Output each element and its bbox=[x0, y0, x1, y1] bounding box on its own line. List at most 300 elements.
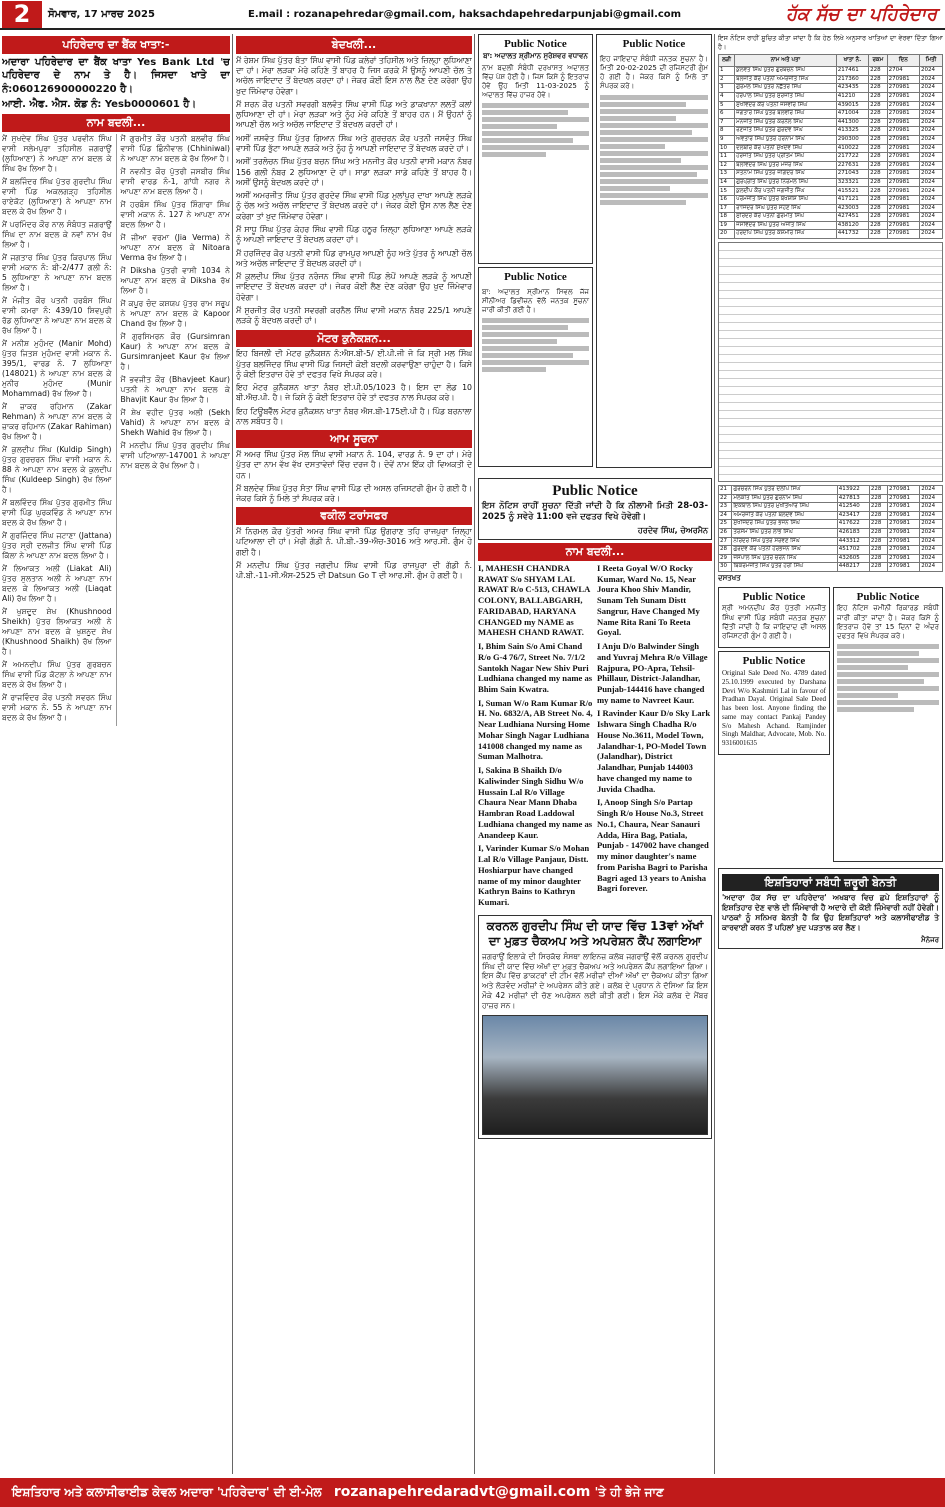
table-cell: 228 bbox=[869, 486, 887, 495]
table-cell: 323321 bbox=[836, 178, 868, 187]
aam-heading: ਆਮ ਸੂਚਨਾ bbox=[236, 430, 472, 448]
list-item: I Reeta Goyal W/O Rocky Kumar, Ward No. 15, Near Joura Khoo Shiv Mandir, Sunam Teh Sunam Distt Sangrur, Have Changed My Name Rita Rani To Reeta Goyal. bbox=[597, 562, 700, 638]
list-item: ਮੈਂ ਗੁਰਮੀਤ ਕੌਰ ਪਤਨੀ ਬਲਵੀਰ ਸਿੰਘ ਵਾਸੀ ਪਿੰਡ ਛਿੰਨੀਵਾਲ (Chhiniwal) ਨੇ ਆਪਣਾ ਨਾਮ ਬਦਲ ਕੇ ਰੱਖ ਲਿਆ ਹੈ। bbox=[120, 133, 230, 163]
list-item: ਮੈਂ ਸ਼ਰਨ ਕੌਰ ਪਤਨੀ ਸਵਰਗੀ ਬਲਵੰਤ ਸਿੰਘ ਵਾਸੀ ਪਿੰਡ ਅਤੇ ਡਾਕਖਾਨਾ ਲਲਤੋਂ ਕਲਾਂ ਲੁਧਿਆਣਾ ਦੀ ਹਾਂ। ਮੇਰਾ ਲੜਕਾ ਅਤੇ ਨੂੰਹ ਮੇਰੇ ਕਹਿਣੇ ਤੋਂ ਬਾਹਰ ਹਨ। ਮੈਂ ਉਹਨਾਂ ਨੂੰ ਆਪਣੀ ਚੱਲ ਅਤੇ ਅਚੱਲ ਜਾਇਦਾਦ ਤੋਂ ਬੇਦਖਲ ਕਰਦੀ ਹਾਂ। bbox=[236, 99, 472, 130]
table-cell: 448217 bbox=[837, 563, 869, 572]
table-cell: 26 bbox=[719, 529, 732, 538]
table-cell: 217360 bbox=[836, 75, 868, 84]
english-name-change-left bbox=[478, 563, 593, 911]
table-row bbox=[719, 546, 943, 555]
table-cell: 228 bbox=[869, 144, 888, 153]
table-header-cell: ਖਾਤਾ ਨੰ. bbox=[836, 55, 868, 67]
public-notice-right bbox=[833, 587, 943, 862]
table-cell: 471004 bbox=[836, 110, 868, 119]
table-cell: ਜਸਵਿੰਦਰ ਸਿੰਘ ਪੁੱਤਰ ਅਜੀਤ ਸਿੰਘ bbox=[735, 221, 837, 230]
table-cell: 2024 bbox=[920, 221, 943, 230]
table-cell: 270981 bbox=[887, 221, 919, 230]
badli-heading: ਬੇਦਖਲੀ... bbox=[236, 36, 472, 54]
table-cell: 270981 bbox=[887, 84, 919, 93]
table-cell: 228 bbox=[869, 529, 887, 538]
list-item: I, Varinder Kumar S/o Mohan Lal R/o Village Panjaur, Distt. Hoshiarpur have changed name of my minor daughter Kathryn Bains to Kathryn Kumari. bbox=[478, 843, 590, 907]
page-footer bbox=[0, 1478, 945, 1507]
table-cell: 228 bbox=[869, 221, 888, 230]
table-cell: 228 bbox=[869, 563, 887, 572]
footer-email[interactable]: rozanapehredaradvt@gmail.com bbox=[333, 1484, 591, 1500]
notice-text: ਇਸ ਨੋਟਿਸ ਰਾਹੀਂ ਸੂਚਨਾ ਦਿੱਤੀ ਜਾਂਦੀ ਹੈ ਕਿ ਨੀਲਾਮੀ ਮਿਤੀ 28-03-2025 ਨੂੰ ਸਵੇਰੇ 11:00 ਵਜੇ ਦਫਤਰ ਵਿਖੇ ਹੋਵੇਗੀ। bbox=[482, 500, 708, 522]
table-cell: 217722 bbox=[836, 153, 868, 162]
table-cell: 228 bbox=[869, 196, 888, 205]
table-cell: ਜਸਪਾਲ ਸਿੰਘ ਪੁੱਤਰ ਚਰਨ ਸਿੰਘ bbox=[732, 554, 837, 563]
table-cell: 228 bbox=[869, 230, 888, 239]
page-number: 2 bbox=[2, 1, 42, 28]
table-cell: ਗੁਰਮੇਲ ਸਿੰਘ ਪੁੱਤਰ ਨਛੱਤਰ ਸਿੰਘ bbox=[735, 84, 837, 93]
list-item: ਮੈਂ ਰਾਜਵਿੰਦਰ ਕੌਰ ਪਤਨੀ ਸਵਰਨ ਸਿੰਘ ਵਾਸੀ ਮਕਾਨ ਨੰ. 55 ਨੇ ਆਪਣਾ ਨਾਮ ਬਦਲ ਕੇ ਰੱਖ ਲਿਆ ਹੈ। bbox=[2, 693, 112, 723]
notice-text: ਬਾ: ਅਦਾਲਤ ਸ੍ਰੀਮਾਨ ਸਿਵਲ ਜੱਜ ਸੀਨੀਅਰ ਡਿਵੀਜ਼ਨ ਵੱਲੋਂ ਜਨਤਕ ਸੂਚਨਾ ਜਾਰੀ ਕੀਤੀ ਗਈ ਹੈ। bbox=[482, 287, 589, 315]
vakil-heading: ਵਕੀਲ ਟਰਾਂਸਫਰ bbox=[236, 507, 472, 525]
page-header bbox=[0, 0, 945, 30]
table-cell: 415521 bbox=[836, 187, 868, 196]
disclaimer-text: 'ਅਦਾਰਾ ਹੱਕ ਸੱਚ ਦਾ ਪਹਿਰੇਦਾਰ' ਅਖਬਾਰ ਵਿਚ ਛਪੇ ਇਸ਼ਤਿਹਾਰਾਂ ਨੂੰ ਇਸ਼ਤਿਹਾਰ ਦੇਣ ਵਾਲੇ ਦੀ ਜਿੰਮੇਵਾਰੀ ਹੈ ਅਦਾਰੇ ਦੀ ਕੋਈ ਜਿੰਮੇਵਾਰੀ ਨਹੀਂ ਹੋਵੇਗੀ। ਪਾਠਕਾਂ ਨੂੰ ਸਨਿਮਰ ਬੇਨਤੀ ਹੈ ਕਿ ਉਹ ਇਸ਼ਤਿਹਾਰਾਂ ਅਤੇ ਕਲਾਸੀਫਾਈਡ ਤੇ ਕਾਰਵਾਈ ਕਰਨ ਤੋਂ ਪਹਿਲਾਂ ਖੁਦ ਪੜਤਾਲ ਕਰ ਲੈਣ। bbox=[722, 893, 939, 933]
list-item: ਅਸੀਂ ਜਸਵੰਤ ਸਿੰਘ ਪੁੱਤਰ ਗਿਆਨ ਸਿੰਘ ਅਤੇ ਗੁਰਚਰਨ ਕੌਰ ਪਤਨੀ ਜਸਵੰਤ ਸਿੰਘ ਵਾਸੀ ਪਿੰਡ ਭੁੱਟਾ ਆਪਣੇ ਲੜਕੇ ਅਤੇ ਨੂੰਹ ਨੂੰ ਆਪਣੀ ਜਾਇਦਾਦ ਤੋਂ ਬੇਦਖਲ ਕਰਦੇ ਹਾਂ। bbox=[236, 133, 472, 153]
table-cell: ਸਤਨਾਮ ਸਿੰਘ ਪੁੱਤਰ ਜੋਗਿੰਦਰ ਸਿੰਘ bbox=[735, 170, 837, 179]
table-cell: 228 bbox=[869, 67, 888, 76]
table-row bbox=[719, 196, 943, 205]
table-cell: 270981 bbox=[887, 118, 919, 127]
column-name-change bbox=[2, 34, 230, 1474]
table-cell: 270981 bbox=[887, 92, 919, 101]
table-cell: 228 bbox=[869, 75, 888, 84]
table-row bbox=[719, 101, 943, 110]
table-cell: 438120 bbox=[836, 221, 868, 230]
notice-text: ਇਹ ਨੋਟਿਸ ਜ਼ਮੀਨੀ ਰਿਕਾਰਡ ਸਬੰਧੀ ਜਾਰੀ ਕੀਤਾ ਜਾਂਦਾ ਹੈ। ਜੇਕਰ ਕਿਸੇ ਨੂੰ ਇਤਰਾਜ਼ ਹੋਵੇ ਤਾਂ 15 ਦਿਨਾਂ ਦੇ ਅੰਦਰ ਦਫਤਰ ਵਿਖੇ ਸੰਪਰਕ ਕਰੇ। bbox=[837, 604, 939, 641]
list-item: ਮੈਂ ਨਵਨੀਤ ਕੌਰ ਪੁੱਤਰੀ ਜਸਬੀਰ ਸਿੰਘ ਵਾਸੀ ਵਾਰਡ ਨੰ-1, ਗਾਂਧੀ ਨਗਰ ਨੇ ਆਪਣਾ ਨਾਮ ਬਦਲ ਲਿਆ ਹੈ। bbox=[120, 166, 230, 196]
table-cell: 2024 bbox=[920, 170, 943, 179]
table-cell: 228 bbox=[869, 494, 887, 503]
table-cell: 412540 bbox=[837, 503, 869, 512]
table-row bbox=[719, 494, 943, 503]
table-cell: 2704 bbox=[887, 67, 919, 76]
table-row bbox=[719, 67, 943, 76]
list-item: ਮੈਂ ਹਰਬੰਸ ਸਿੰਘ ਪੁੱਤਰ ਸ਼ਿੰਗਾਰਾ ਸਿੰਘ ਵਾਸੀ ਮਕਾਨ ਨੰ. 127 ਨੇ ਆਪਣਾ ਨਾਮ ਬਦਲ ਲਿਆ ਹੈ। bbox=[120, 199, 230, 229]
table-cell: 270981 bbox=[888, 503, 920, 512]
table-row bbox=[719, 511, 943, 520]
table-continuation bbox=[718, 242, 943, 482]
notice-text: ਨਾਮ ਬਦਲੀ ਸੰਬੰਧੀ ਦਰਖਾਸਤ ਅਦਾਲਤ ਵਿੱਚ ਪੇਸ਼ ਹੋਈ ਹੈ। ਜਿਸ ਕਿਸੇ ਨੂੰ ਇਤਰਾਜ਼ ਹੋਵੇ ਉਹ ਮਿਤੀ 11-03-2025 ਨੂੰ ਅਦਾਲਤ ਵਿੱਚ ਹਾਜ਼ਰ ਹੋਵੇ। bbox=[482, 63, 589, 100]
table-row bbox=[719, 178, 943, 187]
table-cell: 2024 bbox=[920, 494, 943, 503]
public-notice-1 bbox=[478, 34, 593, 264]
bank-text: ਅਦਾਰਾ ਪਹਿਰੇਦਾਰ ਦਾ ਬੈਂਕ ਖਾਤਾ Yes Bank Ltd 'ਚ ਪਹਿਰੇਦਾਰ ਦੇ ਨਾਮ ਤੇ ਹੈ। ਜਿਸਦਾ ਖਾਤੇ ਦਾ ਨੰ:060126900000220 ਹੈ। bbox=[2, 56, 230, 95]
list-item: ਮੈਂ ਨਿਰਮਲ ਕੌਰ ਪੁੱਤਰੀ ਅਮਰ ਸਿੰਘ ਵਾਸੀ ਪਿੰਡ ਉਗਰਾਣ ਤਹਿ ਰਾਜਪੁਰਾ ਜ਼ਿਲ੍ਹਾ ਪਟਿਆਲਾ ਦੀ ਹਾਂ। ਮੇਰੀ ਗੱਡੀ ਨੰ. ਪੀ.ਬੀ.-39-ਐਚ-3016 ਅਤੇ ਆਰ.ਸੀ. ਗੁੰਮ ਹੋ ਗਈ ਹੈ। bbox=[236, 527, 472, 557]
table-header-row bbox=[719, 55, 943, 67]
public-notice-3 bbox=[478, 267, 593, 467]
list-item: ਮੈਂ ਸੁਰਜੀਤ ਕੌਰ ਪਤਨੀ ਸਵਰਗੀ ਕਰਨੈਲ ਸਿੰਘ ਵਾਸੀ ਮਕਾਨ ਨੰਬਰ 225/1 ਆਪਣੇ ਲੜਕੇ ਨੂੰ ਬੇਦਖਲ ਕਰਦੀ ਹਾਂ। bbox=[236, 305, 472, 326]
table-header-cell: ਰਕਮ bbox=[869, 55, 888, 67]
name-change-heading: ਨਾਮ ਬਦਲੀ... bbox=[2, 114, 230, 132]
table-header-cell: ਦਿਨ bbox=[887, 55, 919, 67]
table-cell: 2024 bbox=[920, 178, 943, 187]
table-cell: 270981 bbox=[887, 135, 919, 144]
table-cell: 4 bbox=[719, 92, 735, 101]
table-cell: 16 bbox=[719, 196, 735, 205]
list-item: ਮੈਂ ਬਲਦੇਵ ਸਿੰਘ ਪੁੱਤਰ ਸੰਤਾ ਸਿੰਘ ਵਾਸੀ ਪਿੰਡ ਦੀ ਅਸਲ ਰਜਿਸਟਰੀ ਗੁੰਮ ਹੋ ਗਈ ਹੈ। ਜੇਕਰ ਕਿਸੇ ਨੂੰ ਮਿਲੇ ਤਾਂ ਸੰਪਰਕ ਕਰੇ। bbox=[236, 483, 472, 504]
table-cell: 270981 bbox=[887, 204, 919, 213]
notice-title: Public Notice bbox=[504, 38, 567, 50]
table-header-cell: ਲੜੀ bbox=[719, 55, 735, 67]
table-cell: 25 bbox=[719, 520, 732, 529]
list-item: ਮੈਂ ਪਰਮਿੰਦਰ ਕੌਰ ਨਾਲ ਸੰਬੰਧਤ ਜਗਰਾਉਂ ਸਿੰਘ ਦਾ ਨਾਮ ਬਦਲ ਕੇ ਨਵਾਂ ਨਾਮ ਰੱਖ ਲਿਆ ਹੈ। bbox=[2, 219, 112, 249]
table-cell: 271043 bbox=[836, 170, 868, 179]
table-cell: 3 bbox=[719, 84, 735, 93]
table-cell: ਗੁਰਚਰਨ ਸਿੰਘ ਪੁੱਤਰ ਦਲੀਪ ਸਿੰਘ bbox=[732, 486, 837, 495]
table-row bbox=[719, 520, 943, 529]
notice-title: Public Notice bbox=[742, 590, 806, 603]
table-cell: ਬਿਕਰਮਜੀਤ ਸਿੰਘ ਪੁੱਤਰ ਹਰੀ ਸਿੰਘ bbox=[732, 563, 837, 572]
table-cell: ਅਵਤਾਰ ਸਿੰਘ ਪੁੱਤਰ ਹਰਨਾਮ ਸਿੰਘ bbox=[735, 135, 837, 144]
list-item: ਮੈਂ ਮਨਦੀਪ ਸਿੰਘ ਪੁੱਤਰ ਗੁਰਦੀਪ ਸਿੰਘ ਵਾਸੀ ਪਟਿਆਲਾ-147001 ਨੇ ਆਪਣਾ ਨਾਮ ਬਦਲ ਕੇ ਰੱਖ ਲਿਆ ਹੈ। bbox=[120, 440, 230, 470]
table-cell: 2024 bbox=[920, 153, 943, 162]
table-cell: ਸੁਖਜਿੰਦਰ ਸਿੰਘ ਪੁੱਤਰ ਭਜਨ ਸਿੰਘ bbox=[732, 520, 837, 529]
table-cell: 270981 bbox=[887, 187, 919, 196]
table-cell: ਬਲਵਿੰਦਰ ਸਿੰਘ ਪੁੱਤਰ ਮੇਜਰ ਸਿੰਘ bbox=[735, 161, 837, 170]
table-cell: 2024 bbox=[920, 204, 943, 213]
list-item: ਮੈਂ ਹਰਜਿੰਦਰ ਕੌਰ ਪਤਨੀ ਵਾਸੀ ਪਿੰਡ ਰਾਮਪੁਰ ਆਪਣੀ ਨੂੰਹ ਅਤੇ ਪੁੱਤਰ ਨੂੰ ਆਪਣੀ ਚੱਲ ਅਤੇ ਅਚੱਲ ਜਾਇਦਾਦ ਤੋਂ ਬੇਦਖਲ ਕਰਦੀ ਹਾਂ। bbox=[236, 248, 472, 268]
event-body: ਜਗਰਾਉਂ ਇਲਾਕੇ ਦੀ ਸਿਰਕੱਢ ਸੰਸਥਾ ਲਾਇਨਜ਼ ਕਲੱਬ ਜਗਰਾਉਂ ਵੱਲੋਂ ਕਰਨਲ ਗੁਰਦੀਪ ਸਿੰਘ ਦੀ ਯਾਦ ਵਿੱਚ ਅੱਖਾਂ ਦਾ ਮੁਫ਼ਤ ਚੈਕਅਪ ਅਤੇ ਅਪਰੇਸ਼ਨ ਕੈਂਪ ਲਗਾਇਆ ਗਿਆ। ਇਸ ਕੈਂਪ ਵਿੱਚ ਡਾਕਟਰਾਂ ਦੀ ਟੀਮ ਵੱਲੋਂ ਮਰੀਜ਼ਾਂ ਦੀਆਂ ਅੱਖਾਂ ਦਾ ਚੈਕਅਪ ਕੀਤਾ ਗਿਆ ਅਤੇ ਲੋੜਵੰਦ ਮਰੀਜ਼ਾਂ ਦੇ ਅਪਰੇਸ਼ਨ ਕੀਤੇ ਗਏ। ਕਲੱਬ ਦੇ ਪ੍ਰਧਾਨ ਨੇ ਦੱਸਿਆ ਕਿ ਇਸ ਮੌਕੇ 42 ਮਰੀਜ਼ਾਂ ਦੀ ਚੋਣ ਅਪਰੇਸ਼ਨ ਲਈ ਕੀਤੀ ਗਈ। ਇਸ ਮੌਕੇ ਕਲੱਬ ਦੇ ਮੈਂਬਰ ਹਾਜ਼ਰ ਸਨ। bbox=[482, 951, 708, 1011]
table-cell: 2024 bbox=[920, 537, 943, 546]
table-row bbox=[719, 110, 943, 119]
table-cell: 2024 bbox=[920, 118, 943, 127]
table-cell: 27 bbox=[719, 537, 732, 546]
table-cell: 2024 bbox=[920, 135, 943, 144]
table-cell: 2024 bbox=[920, 187, 943, 196]
table-cell: 417622 bbox=[837, 520, 869, 529]
table-row bbox=[719, 503, 943, 512]
table-cell: 270981 bbox=[887, 75, 919, 84]
table-cell: 270981 bbox=[888, 520, 920, 529]
list-item: ਮੈਂ ਭਵਜੀਤ ਕੌਰ (Bhavjeet Kaur) ਪਤਨੀ ਨੇ ਆਪਣਾ ਨਾਮ ਬਦਲ ਕੇ Bhavjit Kaur ਰੱਖ ਲਿਆ ਹੈ। bbox=[120, 374, 230, 404]
table-cell: 24 bbox=[719, 511, 732, 520]
notice-text: Original Sale Deed No. 4789 dated 25.10.1999 executed by Darshana Devi W/o Kashmiri Lal in favour of Pradhan Dayal. Original Sale Deed has been lost. Anyone finding the same may contact Pankaj Pandey S/o Mahesh Achand. Ramjinder Singh Maldhar, Advocate, Mob. No. 9316001635 bbox=[722, 669, 826, 748]
table-cell: 228 bbox=[869, 178, 888, 187]
table-cell: 21 bbox=[719, 486, 732, 495]
table-cell: 270981 bbox=[887, 161, 919, 170]
ad-disclaimer bbox=[718, 868, 943, 949]
list-item: ਮੈਂ ਅਮਰ ਸਿੰਘ ਪੁੱਤਰ ਮੱਲ ਸਿੰਘ ਵਾਸੀ ਮਕਾਨ ਨੰ. 104, ਵਾਰਡ ਨੰ. 9 ਦਾ ਹਾਂ। ਮੇਰੇ ਪੁੱਤਰ ਦਾ ਨਾਮ ਵੱਖ ਵੱਖ ਦਸਤਾਵੇਜ਼ਾਂ ਵਿੱਚ ਦਰਜ ਹੈ। ਦੋਵੇਂ ਨਾਮ ਇੱਕ ਹੀ ਵਿਅਕਤੀ ਦੇ ਹਨ। bbox=[236, 449, 472, 480]
table-cell: 2024 bbox=[920, 196, 943, 205]
table-cell: 2024 bbox=[920, 110, 943, 119]
table-cell: ਦਲਬੀਰ ਕੌਰ ਪਤਨੀ ਸੁਖਦੇਵ ਸਿੰਘ bbox=[735, 144, 837, 153]
table-cell: 270981 bbox=[888, 486, 920, 495]
table-cell: 270981 bbox=[887, 153, 919, 162]
table-cell: 423417 bbox=[837, 511, 869, 520]
notice-title: Public Notice bbox=[856, 590, 920, 603]
issue-date: ਸੋਮਵਾਰ, 17 ਮਾਰਚ 2025 bbox=[48, 9, 155, 20]
table-cell: 11 bbox=[719, 153, 735, 162]
table-cell: 228 bbox=[869, 92, 888, 101]
table-cell: 228 bbox=[869, 187, 888, 196]
table-cell: 270981 bbox=[887, 127, 919, 136]
disclaimer-sign: ਮੈਨੇਜਰ bbox=[921, 936, 939, 945]
nb-heading: ਨਾਮ ਬਦਲੀ... bbox=[478, 543, 712, 561]
bank-heading: ਪਹਿਰੇਦਾਰ ਦਾ ਬੈਂਕ ਖਾਤਾ:- bbox=[2, 36, 230, 54]
table-cell: 270981 bbox=[888, 494, 920, 503]
public-notice-left-2 bbox=[718, 651, 830, 755]
table-cell: 228 bbox=[869, 204, 888, 213]
motor-list bbox=[236, 349, 472, 427]
list-item: ਅਸੀਂ ਤਰਲੋਚਨ ਸਿੰਘ ਪੁੱਤਰ ਬਚਨ ਸਿੰਘ ਅਤੇ ਮਨਜੀਤ ਕੌਰ ਪਤਨੀ ਵਾਸੀ ਮਕਾਨ ਨੰਬਰ 156 ਗਲੀ ਨੰਬਰ 2 ਲੁਧਿਆਣਾ ਦੇ ਹਾਂ। ਸਾਡਾ ਲੜਕਾ ਸਾਡੇ ਕਹਿਣੇ ਤੋਂ ਬਾਹਰ ਹੈ। ਅਸੀਂ ਉਸਨੂੰ ਬੇਦਖਲ ਕਰਦੇ ਹਾਂ। bbox=[236, 157, 472, 187]
table-cell: 228 bbox=[869, 135, 888, 144]
table-cell: 270981 bbox=[887, 213, 919, 222]
list-item: ਮੈਂ ਖੁਸ਼ਦੂਦ ਸ਼ੇਖ (Khushnood Sheikh) ਪੁੱਤਰ ਲਿਆਕਤ ਅਲੀ ਨੇ ਆਪਣਾ ਨਾਮ ਬਦਲ ਕੇ ਖੁਸ਼ਨੂਦ ਸ਼ੇਖ (Khushnood Shaikh) ਰੱਖ ਲਿਆ ਹੈ। bbox=[2, 607, 112, 657]
list-item: ਇਹ ਬਿਜਲੀ ਦੀ ਮੋਟਰ ਕੁਨੈਕਸ਼ਨ ਨੰ:ਐਸ.ਬੀ-5/ ਈ.ਪੀ.ਜੀ ਜੋ ਕਿ ਸ੍ਰੀ ਮਲ ਸਿੰਘ ਪੁੱਤਰ ਬਲਜਿੰਦਰ ਸਿੰਘ ਵਾਸੀ ਪਿੰਡ ਜਿਸਦੀ ਕੋਈ ਬਦਲੀ ਕਰਵਾਉਣਾ ਚਾਹੁੰਦਾ ਹੈ। ਕਿਸੇ ਨੂੰ ਕੋਈ ਇਤਰਾਜ਼ ਹੋਵੇ ਤਾਂ ਦਫਤਰ ਵਿਖੇ ਸੰਪਰਕ ਕਰੇ। bbox=[236, 349, 472, 379]
public-notice-left bbox=[718, 587, 830, 649]
table-cell: 432605 bbox=[837, 554, 869, 563]
column-public-notices bbox=[478, 34, 712, 1474]
table-cell: 270981 bbox=[888, 554, 920, 563]
list-item: ਅਸੀਂ ਅਮਰਜੀਤ ਸਿੰਘ ਪੁੱਤਰ ਗੁਰਦੇਵ ਸਿੰਘ ਵਾਸੀ ਪਿੰਡ ਮੁਲਾਂਪੁਰ ਦਾਖਾ ਆਪਣੇ ਲੜਕੇ ਨੂੰ ਚੱਲ ਅਤੇ ਅਚੱਲ ਜਾਇਦਾਦ ਤੋਂ ਬੇਦਖਲ ਕਰਦੇ ਹਾਂ। ਜੇਕਰ ਕੋਈ ਉਸ ਨਾਲ ਲੈਣ ਦੇਣ ਕਰੇਗਾ ਤਾਂ ਖੁਦ ਜਿੰਮੇਵਾਰ ਹੋਵੇਗਾ। bbox=[236, 191, 472, 221]
table-header-cell: ਮਿਤੀ bbox=[920, 55, 943, 67]
list-item: ਮੈਂ ਅਮਨਦੀਪ ਸਿੰਘ ਪੁੱਤਰ ਗੁਰਬਚਨ ਸਿੰਘ ਵਾਸੀ ਪਿੰਡ ਕੋਟਲਾ ਨੇ ਆਪਣਾ ਨਾਮ ਬਦਲ ਕੇ ਰੱਖ ਲਿਆ ਹੈ। bbox=[2, 660, 112, 690]
table-cell: 2024 bbox=[920, 127, 943, 136]
table-cell: 443312 bbox=[837, 537, 869, 546]
table-cell: ਗੁਰਦੇਵ ਕੌਰ ਪਤਨੀ ਹਰਭਜਨ ਸਿੰਘ bbox=[732, 546, 837, 555]
list-item: ਇਹ ਮੋਟਰ ਕੁਨੈਕਸ਼ਨ ਖਾਤਾ ਨੰਬਰ ਈ.ਪੀ.05/1023 ਹੈ। ਇਸ ਦਾ ਲੋਡ 10 ਬੀ.ਐਚ.ਪੀ. ਹੈ। ਜੇ ਕਿਸੇ ਨੂੰ ਕੋਈ ਇਤਰਾਜ਼ ਹੋਵੇ ਤਾਂ ਦਫਤਰ ਨਾਲ ਸੰਪਰਕ ਕਰੇ। bbox=[236, 383, 472, 403]
table-row bbox=[719, 75, 943, 84]
list-item: ਮੈਂ ਕੁਲਦੀਪ ਸਿੰਘ (Kuldip Singh) ਪੁੱਤਰ ਗੁਰਚਰਨ ਸਿੰਘ ਵਾਸੀ ਮਕਾਨ ਨੰ. 88 ਨੇ ਆਪਣਾ ਨਾਮ ਬਦਲ ਕੇ ਕੁਲਦੀਪ ਸਿੰਘ (Kuldeep Singh) ਰੱਖ ਲਿਆ ਹੈ। bbox=[2, 444, 112, 495]
event-photo bbox=[482, 1015, 708, 1135]
aam-list bbox=[236, 450, 472, 504]
table-cell: 228 bbox=[869, 511, 887, 520]
table-cell: 228 bbox=[869, 170, 888, 179]
table-cell: 270981 bbox=[887, 230, 919, 239]
table-row bbox=[719, 187, 943, 196]
ifsc-text: ਆਈ. ਐਫ. ਐਸ. ਕੋਡ ਨੰ: Yesb0000601 ਹੈ। bbox=[2, 99, 197, 111]
english-name-change-right bbox=[597, 563, 712, 911]
table-cell: ਹਰਪਾਲ ਸਿੰਘ ਪੁੱਤਰ ਸੁਰਜੀਤ ਸਿੰਘ bbox=[735, 92, 837, 101]
table-cell: 2024 bbox=[920, 92, 943, 101]
table-row bbox=[719, 92, 943, 101]
table-cell: 270981 bbox=[888, 511, 920, 520]
table-row bbox=[719, 118, 943, 127]
badli-list bbox=[236, 56, 472, 327]
table-cell: ਬਲਜੀਤ ਕੌਰ ਪਤਨੀ ਅਮਰਜੀਤ ਸਿੰਘ bbox=[735, 75, 837, 84]
table-row bbox=[719, 204, 943, 213]
list-item: ਮੈਂ ਸ਼ੇਖ ਵਹੀਦ ਪੁੱਤਰ ਅਲੀ (Sekh Vahid) ਨੇ ਆਪਣਾ ਨਾਮ ਬਦਲ ਕੇ Shekh Wahid ਰੱਖ ਲਿਆ ਹੈ। bbox=[120, 407, 230, 437]
table-cell: ਇਕਬਾਲ ਸਿੰਘ ਪੁੱਤਰ ਮੁਖਤਿਆਰ ਸਿੰਘ bbox=[732, 503, 837, 512]
table-cell: ਕੁਲਵੰਤ ਸਿੰਘ ਪੁੱਤਰ ਗੁਰਬਚਨ ਸਿੰਘ bbox=[735, 67, 837, 76]
table-cell: 228 bbox=[869, 127, 888, 136]
table-cell: 228 bbox=[869, 110, 888, 119]
table-cell: 6 bbox=[719, 110, 735, 119]
table-cell: 28 bbox=[719, 546, 732, 555]
table-row bbox=[719, 563, 943, 572]
table-cell: 2024 bbox=[920, 84, 943, 93]
footer-suffix: 'ਤੇ ਹੀ ਭੇਜੇ ਜਾਣ bbox=[594, 1485, 664, 1499]
table-row bbox=[719, 161, 943, 170]
event-news bbox=[478, 915, 712, 1139]
list-item: I Anju D/o Balwinder Singh and Yuvraj Mehra R/o Village Rajpura, PO-Apra, Tehsil-Phillaur, District-Jalandhar, Punjab-144416 have changed my name to Navreet Kaur. bbox=[597, 641, 708, 705]
table-cell: ਮਲਕੀਤ ਸਿੰਘ ਪੁੱਤਰ ਗੁਰਨਾਮ ਸਿੰਘ bbox=[732, 494, 837, 503]
notice-text: ਸ਼੍ਰੀ ਅਮਨਦੀਪ ਕੌਰ ਪੁੱਤਰੀ ਮਨਜੀਤ ਸਿੰਘ ਵਾਸੀ ਪਿੰਡ ਸਬੰਧੀ ਜਨਤਕ ਸੂਚਨਾ ਦਿੱਤੀ ਜਾਂਦੀ ਹੈ ਕਿ ਜਾਇਦਾਦ ਦੀ ਅਸਲ ਰਜਿਸਟਰੀ ਗੁੰਮ ਹੋ ਗਈ ਹੈ। bbox=[722, 604, 826, 641]
table-cell: 14 bbox=[719, 178, 735, 187]
table-cell: 12 bbox=[719, 161, 735, 170]
table-cell: ਗੁਰਪ੍ਰੀਤ ਸਿੰਘ ਪੁੱਤਰ ਨਿਰਮਲ ਸਿੰਘ bbox=[735, 178, 837, 187]
table-cell: 5 bbox=[719, 101, 735, 110]
name-change-list-right bbox=[121, 134, 231, 727]
table-cell: 410022 bbox=[836, 144, 868, 153]
table-cell: 270981 bbox=[888, 529, 920, 538]
table-cell: 217461 bbox=[836, 67, 868, 76]
list-item: ਮੈਂ ਗੁਰਜਿੰਦਰ ਸਿੰਘ ਜਟਾਣਾ (Jattana) ਪੁੱਤਰ ਸ੍ਰੀ ਦਲਜੀਤ ਸਿੰਘ ਵਾਸੀ ਪਿੰਡ ਕਿੱਲਾ ਨੇ ਆਪਣਾ ਨਾਮ ਬਦਲ ਲਿਆ ਹੈ। bbox=[2, 531, 112, 561]
table-cell: 2024 bbox=[920, 67, 943, 76]
table-row bbox=[719, 537, 943, 546]
disclaimer-heading: ਇਸ਼ਤਿਹਾਰਾਂ ਸਬੰਧੀ ਜ਼ਰੂਰੀ ਬੇਨਤੀ bbox=[722, 874, 939, 892]
table-cell: 228 bbox=[869, 118, 888, 127]
table-cell: 270981 bbox=[887, 178, 919, 187]
list-item: ਮੈਂ ਗੁਰਸਿਮਰਨ ਕੌਰ (Gursimran Kaur) ਨੇ ਆਪਣਾ ਨਾਮ ਬਦਲ ਕੇ Gursimranjeet Kaur ਰੱਖ ਲਿਆ ਹੈ। bbox=[120, 331, 230, 371]
table-cell: 20 bbox=[719, 230, 735, 239]
table-cell: 270981 bbox=[887, 110, 919, 119]
table-cell: 2024 bbox=[920, 486, 943, 495]
table-cell: ਅਮਰਜੀਤ ਕੌਰ ਪਤਨੀ ਬਲਦੇਵ ਸਿੰਘ bbox=[732, 511, 837, 520]
table-cell: ਪਰਮਜੀਤ ਸਿੰਘ ਪੁੱਤਰ ਬਖਸ਼ੀਸ਼ ਸਿੰਘ bbox=[735, 196, 837, 205]
list-item: ਮੈਂ ਰੇਸ਼ਮ ਸਿੰਘ ਪੁੱਤਰ ਬੰਤਾ ਸਿੰਘ ਵਾਸੀ ਪਿੰਡ ਕਲੇਰਾਂ ਤਹਿਸੀਲ ਅਤੇ ਜ਼ਿਲ੍ਹਾ ਲੁਧਿਆਣਾ ਦਾ ਹਾਂ। ਮੇਰਾ ਲੜਕਾ ਮੇਰੇ ਕਹਿਣੇ ਤੋਂ ਬਾਹਰ ਹੈ ਜਿਸ ਕਰਕੇ ਮੈਂ ਉਸਨੂੰ ਆਪਣੀ ਚੱਲ ਤੇ ਅਚੱਲ ਜਾਇਦਾਦ ਤੋਂ ਬੇਦਖਲ ਕਰਦਾ ਹਾਂ। ਜੇਕਰ ਕੋਈ ਇਸ ਨਾਲ ਲੈਣ ਦੇਣ ਕਰੇਗਾ ਉਹ ਖੁਦ ਜਿੰਮੇਵਾਰ ਹੋਵੇਗਾ। bbox=[236, 55, 472, 96]
table-row bbox=[719, 230, 943, 239]
table-cell: 270981 bbox=[887, 196, 919, 205]
table-cell: 290300 bbox=[836, 135, 868, 144]
table-cell: 2024 bbox=[920, 529, 943, 538]
table-cell: 270981 bbox=[887, 144, 919, 153]
table-cell: 23 bbox=[719, 503, 732, 512]
list-item: ਮੈਂ ਜੀਆ ਵਰਮਾ (Jia Verma) ਨੇ ਆਪਣਾ ਨਾਮ ਬਦਲ ਕੇ Nitoara Verma ਰੱਖ ਲਿਆ ਹੈ। bbox=[120, 232, 230, 262]
table-cell: 2024 bbox=[920, 230, 943, 239]
contact-email: E.mail : rozanapehredar@gmail.com, haksachdapehredarpunjabi@gmail.com bbox=[248, 9, 682, 20]
notice-title: Public Notice bbox=[552, 483, 638, 499]
notice-sub: ਬਾ: ਅਦਾਲਤ ਸ਼੍ਰੀਮਾਨ ਸੁਰੇਸ਼ਵਰ ਵਧਾਵਨ bbox=[483, 51, 588, 60]
list-item: ਮੈਂ ਮਨਦੀਪ ਸਿੰਘ ਪੁੱਤਰ ਜਗਦੀਪ ਸਿੰਘ ਵਾਸੀ ਪਿੰਡ ਰਾਜਪੁਰਾ ਦੀ ਗੱਡੀ ਨੰ. ਪੀ.ਬੀ.-11-ਸੀ.ਐਸ-2525 ਦੀ Datsun Go T ਦੀ ਆਰ.ਸੀ. ਗੁੰਮ ਹੋ ਗਈ ਹੈ। bbox=[236, 560, 472, 581]
table-cell: 2024 bbox=[920, 213, 943, 222]
table-row bbox=[719, 554, 943, 563]
table-cell: 427813 bbox=[837, 494, 869, 503]
table-cell: ਜਗਤਾਰ ਸਿੰਘ ਪੁੱਤਰ ਬਲਵੀਰ ਸਿੰਘ bbox=[735, 110, 837, 119]
table-cell: 29 bbox=[719, 554, 732, 563]
list-item: I, Anoop Singh S/o Partap Singh R/o House No.3, Street No.1, Chaura, Near Sanauri Adda, Hira Bag, Patiala, Punjab - 147002 have changed my minor daughter's name from Parisha Bagri to Parisha Bagri aged 13 years to Anisha Bagri forever. bbox=[597, 797, 709, 894]
table-row bbox=[719, 135, 943, 144]
table-cell: 228 bbox=[869, 520, 887, 529]
table-cell: 10 bbox=[719, 144, 735, 153]
table-cell: 19 bbox=[719, 221, 735, 230]
table-cell: 441732 bbox=[836, 230, 868, 239]
table-cell: 426183 bbox=[837, 529, 869, 538]
table-cell: ਸੁਰਿੰਦਰ ਕੌਰ ਪਤਨੀ ਗੁਰਮੀਤ ਸਿੰਘ bbox=[735, 213, 837, 222]
table-cell: 41210 bbox=[836, 92, 868, 101]
list-item: ਮੈਂ ਬਲਜਿੰਦਰ ਸਿੰਘ ਪੁੱਤਰ ਗੁਰਦੀਪ ਸਿੰਘ ਵਾਸੀ ਪਿੰਡ ਅਕਲਗੜ੍ਹ ਤਹਿਸੀਲ ਰਾਏਕੋਟ (ਲੁਧਿਆਣਾ) ਨੇ ਆਪਣਾ ਨਾਮ ਬਦਲ ਕੇ ਰੱਖ ਲਿਆ ਹੈ। bbox=[2, 176, 112, 216]
table-cell: 7 bbox=[719, 118, 735, 127]
table-intro: ਇਸ ਨੋਟਿਸ ਰਾਹੀਂ ਸੂਚਿਤ ਕੀਤਾ ਜਾਂਦਾ ਹੈ ਕਿ ਹੇਠ ਲਿਖੇ ਅਨੁਸਾਰ ਖਾਤਿਆਂ ਦਾ ਵੇਰਵਾ ਦਿੱਤਾ ਗਿਆ ਹੈ। bbox=[718, 34, 943, 51]
table-cell: 423435 bbox=[836, 84, 868, 93]
list-item: I, Bhim Sain S/o Ami Chand R/o G-4 76/7, Street No. 7/1/2 Santokh Nagar New Shiv Puri Ludhiana changed my name as Bhim Sain Kwatra. bbox=[478, 641, 593, 695]
table-cell: 2024 bbox=[920, 554, 943, 563]
table-footer: ਦਸਤਖਤ bbox=[718, 573, 741, 582]
table-cell: 2024 bbox=[920, 75, 943, 84]
table-cell: 15 bbox=[719, 187, 735, 196]
table-row bbox=[719, 144, 943, 153]
list-item: ਮੈਂ Diksha ਪੁੱਤਰੀ ਵਾਸੀ 1034 ਨੇ ਆਪਣਾ ਨਾਮ ਬਦਲ ਕੇ Diksha ਰੱਖ ਲਿਆ ਹੈ। bbox=[120, 265, 230, 295]
table-cell: 270981 bbox=[888, 537, 920, 546]
table-cell: 17 bbox=[719, 204, 735, 213]
table-cell: ਰਾਜਿੰਦਰ ਸਿੰਘ ਪੁੱਤਰ ਸੋਹਣ ਸਿੰਘ bbox=[735, 204, 837, 213]
list-item: ਇਹ ਟਿਊਬਵੈੱਲ ਮੋਟਰ ਕੁਨੈਕਸ਼ਨ ਖਾਤਾ ਨੰਬਰ ਐਸ.ਬੀ-175ਈ.ਪੀ ਹੈ। ਪਿੰਡ ਬਰਨਾਲਾ ਨਾਲ ਸਬੰਧਤ ਹੈ। bbox=[236, 406, 472, 426]
table-cell: 2 bbox=[719, 75, 735, 84]
table-row bbox=[719, 84, 943, 93]
table-cell: 417121 bbox=[836, 196, 868, 205]
table-cell: 2024 bbox=[920, 511, 943, 520]
table-cell: 228 bbox=[869, 101, 888, 110]
table-cell: 423003 bbox=[836, 204, 868, 213]
list-item: ਮੈਂ ਮਨੀਸ਼ ਮੁਹੰਮਦ (Manir Mohd) ਪੁੱਤਰ ਜਿਤਸ਼ ਮੁਹੰਮਦ ਵਾਸੀ ਮਕਾਨ ਨੰ. 395/1, ਵਾਰਡ ਨੰ. 7 ਲੁਧਿਆਣਾ (148021) ਨੇ ਆਪਣਾ ਨਾਮ ਬਦਲ ਕੇ ਮੁਨੀਰ ਮੁਹੰਮਦ (Munir Mohammad) ਰੱਖ ਲਿਆ ਹੈ। bbox=[2, 338, 112, 398]
table-cell: ਸੁਖਵਿੰਦਰ ਕੌਰ ਪਤਨੀ ਜਸਵੀਰ ਸਿੰਘ bbox=[735, 101, 837, 110]
table-cell: 413325 bbox=[836, 127, 868, 136]
table-cell: 1 bbox=[719, 67, 735, 76]
list-item: ਮੈਂ ਸੁਖਦੇਵ ਸਿੰਘ ਪੁੱਤਰ ਪਰਵੀਨ ਸਿੰਘ ਵਾਸੀ ਸਲੇਮਪੁਰਾ ਤਹਿਸੀਲ ਜਗਰਾਉਂ (ਲੁਧਿਆਣਾ) ਨੇ ਆਪਣਾ ਨਾਮ ਬਦਲ ਕੇ ਸਿੰਘ ਰੱਖ ਲਿਆ ਹੈ। bbox=[2, 133, 112, 173]
list-item: ਮੈਂ ਸਾਧੂ ਸਿੰਘ ਪੁੱਤਰ ਕੇਹਰ ਸਿੰਘ ਵਾਸੀ ਪਿੰਡ ਹਠੂਰ ਜ਼ਿਲ੍ਹਾ ਲੁਧਿਆਣਾ ਆਪਣੇ ਲੜਕੇ ਨੂੰ ਆਪਣੀ ਜਾਇਦਾਦ ਤੋਂ ਬੇਦਖਲ ਕਰਦਾ ਹਾਂ। bbox=[236, 224, 472, 245]
list-item: ਮੈਂ ਜ਼ਾਕਰ ਰਹਿਮਾਨ (Zakar Rehman) ਨੇ ਆਪਣਾ ਨਾਮ ਬਦਲ ਕੇ ਜ਼ਾਕਰ ਰਹਿਮਾਨ (Zakar Rahiman) ਰੱਖ ਲਿਆ ਹੈ। bbox=[2, 401, 112, 441]
list-item: ਮੈਂ ਮੰਜੀਤ ਕੌਰ ਪਤਨੀ ਹਰਬੰਸ ਸਿੰਘ ਵਾਸੀ ਕਮਰਾ ਨੰ: 439/10 ਸ਼ਿਵਪੁਰੀ ਰੋਡ ਲੁਧਿਆਣਾ ਨੇ ਆਪਣਾ ਨਾਮ ਬਦਲ ਕੇ ਰੱਖ ਲਿਆ ਹੈ। bbox=[2, 295, 112, 335]
table-row bbox=[719, 529, 943, 538]
notice-title: Public Notice bbox=[622, 38, 686, 50]
masthead-logo: ਹੱਕ ਸੱਚ ਦਾ ਪਹਿਰੇਦਾਰ bbox=[785, 4, 937, 25]
column-tables bbox=[718, 34, 943, 1474]
list-item: ਮੈਂ ਕੁਲਦੀਪ ਸਿੰਘ ਪੁੱਤਰ ਨਰੰਜਨ ਸਿੰਘ ਵਾਸੀ ਪਿੰਡ ਲੋਪੋਂ ਆਪਣੇ ਲੜਕੇ ਨੂੰ ਆਪਣੀ ਜਾਇਦਾਦ ਤੋਂ ਬੇਦਖਲ ਕਰਦਾ ਹਾਂ। ਜੇਕਰ ਕੋਈ ਲੈਣ ਦੇਣ ਕਰੇਗਾ ਉਹ ਖੁਦ ਜਿੰਮੇਵਾਰ ਹੋਵੇਗਾ। bbox=[236, 272, 472, 302]
table-cell: 8 bbox=[719, 127, 735, 136]
table-cell: 413922 bbox=[837, 486, 869, 495]
table-cell: 228 bbox=[869, 84, 888, 93]
table-row bbox=[719, 486, 943, 495]
notice-title: Public Notice bbox=[504, 271, 567, 283]
table-cell: 9 bbox=[719, 135, 735, 144]
table-cell: 270981 bbox=[888, 546, 920, 555]
notice-text: ਇਹ ਜਾਇਦਾਦ ਸੰਬੰਧੀ ਜਨਤਕ ਸੂਚਨਾ ਹੈ। ਮਿਤੀ 20-02-2025 ਦੀ ਰਜਿਸਟਰੀ ਗੁੰਮ ਹੋ ਗਈ ਹੈ। ਜੇਕਰ ਕਿਸੇ ਨੂੰ ਮਿਲੇ ਤਾਂ ਸੰਪਰਕ ਕਰੇ। bbox=[600, 54, 708, 91]
table-cell: 270981 bbox=[887, 170, 919, 179]
table-cell: ਨਰਿੰਦਰ ਸਿੰਘ ਪੁੱਤਰ ਸਰਵਣ ਸਿੰਘ bbox=[732, 537, 837, 546]
table-cell: ਮਨਜੀਤ ਸਿੰਘ ਪੁੱਤਰ ਕਰਨੈਲ ਸਿੰਘ bbox=[735, 118, 837, 127]
table-cell: 2024 bbox=[920, 546, 943, 555]
table-cell: ਹਰਦੀਪ ਸਿੰਘ ਪੁੱਤਰ ਕਸ਼ਮੀਰ ਸਿੰਘ bbox=[735, 230, 837, 239]
public-notice-2 bbox=[596, 34, 712, 468]
table-cell: 270981 bbox=[887, 101, 919, 110]
accounts-table bbox=[718, 54, 943, 239]
table-cell: 2024 bbox=[920, 101, 943, 110]
list-item: ਮੈਂ ਬਲਵਿੰਦਰ ਸਿੰਘ ਪੁੱਤਰ ਗੁਰਮੀਤ ਸਿੰਘ ਵਾਸੀ ਪਿੰਡ ਘੁਰਕਵਿੰਡ ਨੇ ਆਪਣਾ ਨਾਮ ਬਦਲ ਕੇ ਰੱਖ ਲਿਆ ਹੈ। bbox=[2, 498, 112, 528]
table-cell: 439015 bbox=[836, 101, 868, 110]
table-cell: 13 bbox=[719, 170, 735, 179]
table-cell: 2024 bbox=[920, 144, 943, 153]
table-row bbox=[719, 153, 943, 162]
table-cell: 2024 bbox=[920, 161, 943, 170]
table-cell: 2024 bbox=[920, 520, 943, 529]
table-row bbox=[719, 170, 943, 179]
table-cell: 2024 bbox=[920, 563, 943, 572]
list-item: I, Suman W/o Ram Kumar R/o H. No. 6832/A, AB Street No. 4, Near Ludhiana Nursing Home Mohar Singh Nagar Ludhiana 141008 changed my name as Suman Malhotra. bbox=[478, 697, 593, 762]
table-cell: 228 bbox=[869, 153, 888, 162]
notice-sign: ਹਰਦੇਵ ਸਿੰਘ, ਚੇਅਰਮੈਨ bbox=[637, 526, 708, 536]
table-cell: ਹਰਜੀਤ ਸਿੰਘ ਪੁੱਤਰ ਪ੍ਰੀਤਮ ਸਿੰਘ bbox=[735, 153, 837, 162]
notice-title: Public Notice bbox=[742, 655, 806, 668]
table-cell: 18 bbox=[719, 213, 735, 222]
table-cell: ਤਰਸੇਮ ਸਿੰਘ ਪੁੱਤਰ ਲਾਭ ਸਿੰਘ bbox=[732, 529, 837, 538]
table-cell: 427451 bbox=[836, 213, 868, 222]
motor-heading: ਮੋਟਰ ਕੁਨੈਕਸ਼ਨ... bbox=[236, 330, 472, 348]
